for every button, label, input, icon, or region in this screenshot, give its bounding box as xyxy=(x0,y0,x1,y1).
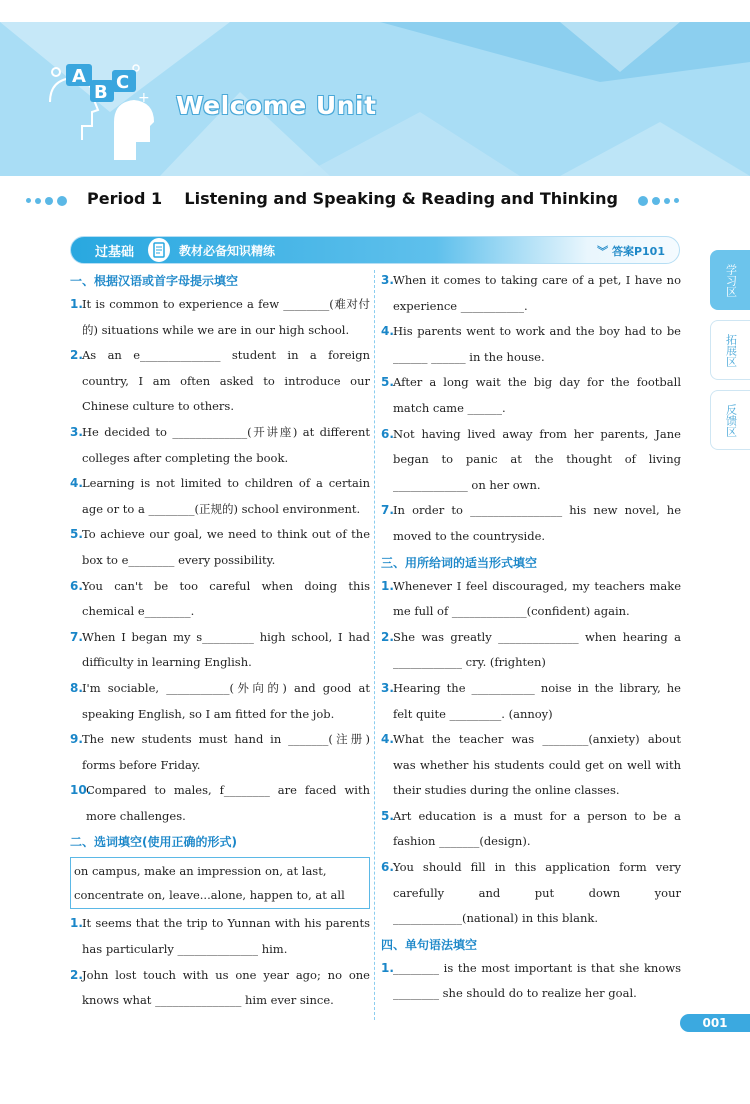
section-bar-label: 过基础 xyxy=(95,245,135,260)
word-bank: on campus, make an impression on, at last, concentrate on, leave...alone, happen to, at all xyxy=(70,857,370,909)
left-column xyxy=(70,268,370,1014)
exercise-number: 2. xyxy=(381,629,394,644)
exercise-number: 4. xyxy=(70,476,83,491)
exercise-list xyxy=(381,956,681,1007)
exercise-text: The new students must hand in _______(注册) forms before Friday. xyxy=(82,732,370,772)
exercise-text: To achieve our goal, we need to think out of the box to e________ every possibility. xyxy=(82,527,370,567)
exercise-number: 7. xyxy=(70,629,83,644)
exercise-text: I'm sociable, ___________(外向的) and good at speaking English, so I am fitted for the job. xyxy=(82,680,370,721)
exercise-text: It is common to experience a few ________(难对付的) situations while we are in our high school. xyxy=(82,297,370,337)
exercise-item xyxy=(381,804,681,855)
section-heading: 四、单句语法填空 xyxy=(381,937,478,952)
logo-letter-b: B xyxy=(94,82,108,103)
dots-left-icon xyxy=(24,190,69,209)
exercise-text: Learning is not limited to children of a certain age or to a ________(正规的) school environment. xyxy=(82,476,370,516)
exercise-text: Art education is a must for a person to be a fashion _______(design). xyxy=(393,808,681,849)
svg-text:+: + xyxy=(138,90,150,106)
exercise-number: 10. xyxy=(70,783,92,798)
section-heading: 一、根据汉语或首字母提示填空 xyxy=(70,274,239,288)
exercise-item xyxy=(70,625,370,676)
exercise-number: 3. xyxy=(381,273,394,287)
exercise-list xyxy=(70,911,370,1013)
exercise-text: John lost touch with us one year ago; no one knows what _______________ him ever since. xyxy=(82,967,370,1008)
exercise-text: Whenever I feel discouraged, my teachers make me full of _____________(confident) again. xyxy=(393,578,681,619)
exercise-list xyxy=(381,268,681,422)
exercise-item xyxy=(70,574,370,625)
unit-banner xyxy=(0,22,750,176)
exercise-item xyxy=(70,911,370,962)
head-abc-icon xyxy=(36,40,156,160)
exercise-number: 5. xyxy=(381,808,394,823)
exercise-item xyxy=(381,422,681,499)
exercise-text: After a long wait the big day for the football match came ______. xyxy=(393,375,681,415)
exercise-item xyxy=(381,268,681,319)
exercise-text: In order to ________________ his new novel, he moved to the countryside. xyxy=(393,503,681,543)
exercise-text: ________ is the most important is that she knows ________ she should do to realize her goal. xyxy=(393,960,681,1001)
exercise-item xyxy=(381,727,681,804)
exercise-item xyxy=(70,963,370,1014)
exercise-text: His parents went to work and the boy had to be ______ ______ in the house. xyxy=(393,324,681,364)
exercise-text: She was greatly ______________ when hearing a ____________ cry. (frighten) xyxy=(393,629,681,670)
exercise-text: When I began my s_________ high school, I had difficulty in learning English. xyxy=(82,629,370,670)
exercise-item xyxy=(70,292,370,343)
exercise-item xyxy=(381,625,681,676)
exercise-item xyxy=(70,471,370,522)
side-tab-extension[interactable]: 拓展区 xyxy=(710,320,750,380)
exercise-number: 8. xyxy=(70,680,83,695)
period-title: Period 1 Listening and Speaking & Reading and Thinking xyxy=(87,189,618,208)
exercise-text: Not having lived away from her parents, Jane began to panic at the thought of living _____________ on her own. xyxy=(393,426,681,492)
exercise-text: When it comes to taking care of a pet, I have no experience ___________. xyxy=(393,273,681,313)
exercise-number: 6. xyxy=(381,860,394,875)
exercise-text: You can't be too careful when doing this chemical e________. xyxy=(82,578,370,619)
exercise-number: 4. xyxy=(381,324,394,339)
exercise-text: What the teacher was ________(anxiety) about was whether his students could get on well with their studies during the online classes. xyxy=(393,732,681,798)
answer-reference[interactable]: ︾ 答案P101 xyxy=(597,245,665,258)
section-heading: 二、选词填空(使用正确的形式) xyxy=(70,835,237,850)
exercise-item xyxy=(381,676,681,727)
exercise-number: 1. xyxy=(70,916,83,931)
exercise-number: 6. xyxy=(381,426,394,441)
right-column xyxy=(381,268,681,1007)
exercise-item xyxy=(70,343,370,420)
page-number: 001 xyxy=(680,1014,750,1032)
exercise-text: It seems that the trip to Yunnan with his parents has particularly ______________ him. xyxy=(82,916,370,957)
exercise-text: As an e______________ student in a foreign country, I am often asked to introduce our Chinese culture to others. xyxy=(82,348,370,414)
unit-title: Welcome Unit xyxy=(176,91,377,120)
exercise-number: 3. xyxy=(70,424,83,439)
section-bar xyxy=(70,236,680,264)
exercise-item xyxy=(381,855,681,932)
side-tab-study[interactable]: 学习区 xyxy=(710,250,750,310)
exercise-number: 1. xyxy=(70,297,83,311)
exercise-item xyxy=(70,676,370,727)
chevron-down-icon: ︾ xyxy=(597,245,612,258)
section-heading: 三、用所给词的适当形式填空 xyxy=(381,555,538,570)
exercise-item xyxy=(381,956,681,1007)
section-bar-subtitle: 教材必备知识精练 xyxy=(179,244,276,258)
logo-letter-a: A xyxy=(72,66,86,87)
dots-right-icon xyxy=(636,190,681,209)
exercise-number: 1. xyxy=(381,578,394,593)
side-tab-feedback[interactable]: 反馈区 xyxy=(710,390,750,450)
exercise-text: He decided to _____________(开讲座) at different colleges after completing the book. xyxy=(82,424,370,465)
exercise-text: Compared to males, f________ are faced with more challenges. xyxy=(86,783,370,823)
exercise-number: 1. xyxy=(381,960,394,975)
exercise-item xyxy=(381,370,681,421)
exercise-item xyxy=(381,498,681,549)
exercise-item xyxy=(381,319,681,370)
column-divider xyxy=(374,270,375,1020)
notebook-icon xyxy=(148,238,170,262)
exercise-item xyxy=(381,574,681,625)
exercise-item xyxy=(70,420,370,471)
exercise-list xyxy=(381,422,681,550)
exercise-number: 5. xyxy=(381,375,394,390)
exercise-number: 3. xyxy=(381,680,394,695)
period-heading xyxy=(0,189,705,209)
exercise-number: 2. xyxy=(70,348,83,363)
exercise-text: You should fill in this application form very carefully and put down your ____________(national) in this blank. xyxy=(393,860,681,926)
exercise-text: Hearing the ___________ noise in the library, he felt quite _________. (annoy) xyxy=(393,680,681,721)
exercise-number: 7. xyxy=(381,503,394,518)
exercise-number: 2. xyxy=(70,967,83,982)
exercise-number: 9. xyxy=(70,732,83,747)
exercise-list xyxy=(381,574,681,932)
exercise-number: 5. xyxy=(70,527,83,542)
exercise-list xyxy=(70,292,370,829)
exercise-number: 6. xyxy=(70,578,83,593)
exercise-number: 4. xyxy=(381,732,394,747)
exercise-item xyxy=(70,727,370,778)
exercise-item xyxy=(70,778,370,829)
exercise-item xyxy=(70,522,370,573)
logo-letter-c: C xyxy=(116,72,130,93)
